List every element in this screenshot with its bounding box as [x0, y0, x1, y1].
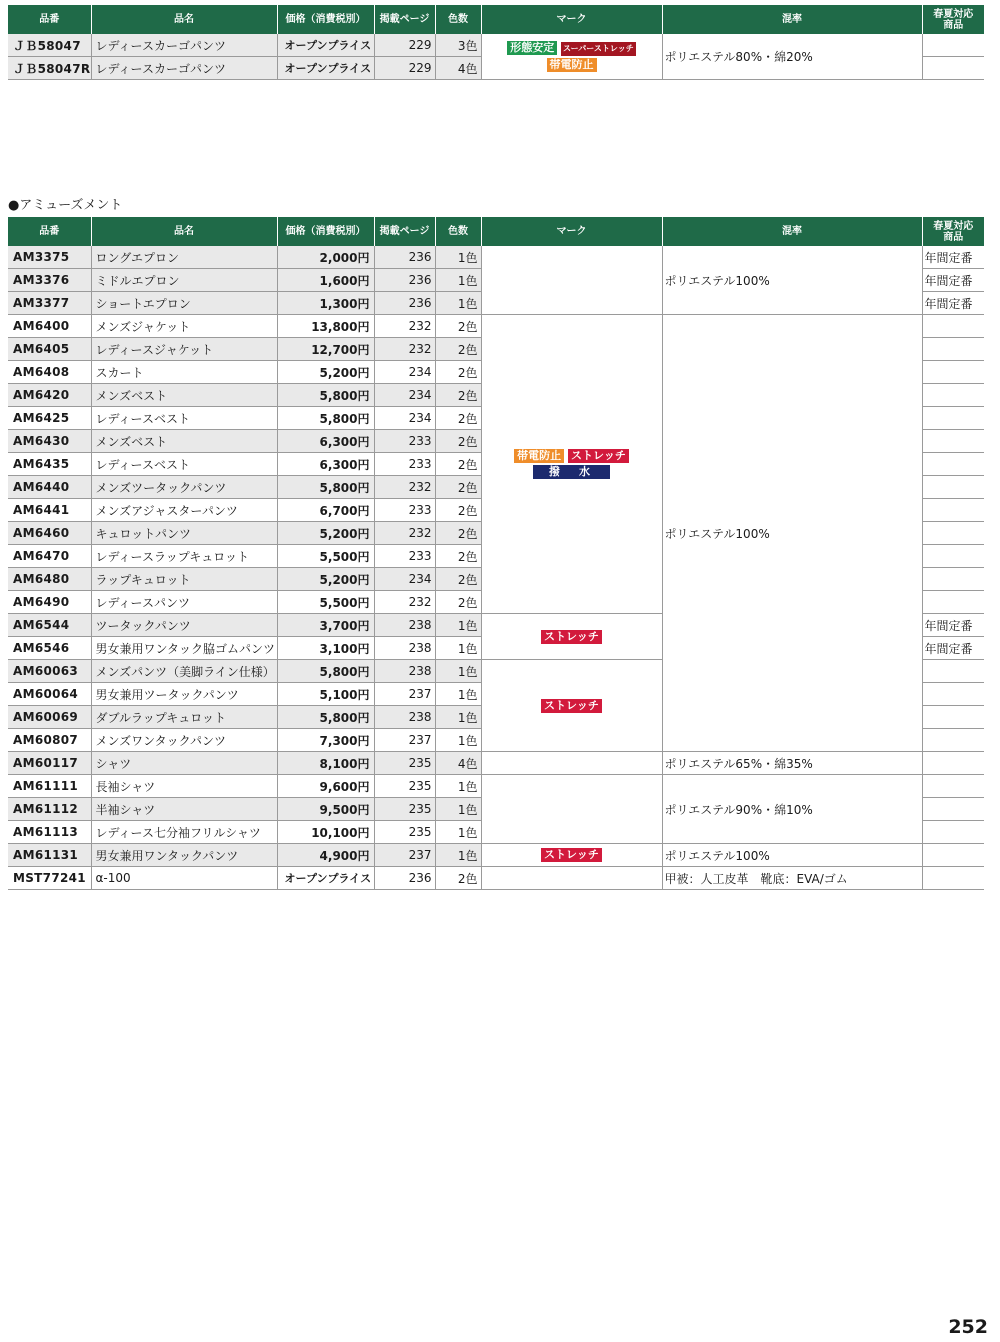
header-mark: マーク [481, 5, 662, 34]
product-name: ツータックパンツ [91, 614, 277, 637]
product-name: ミドルエプロン [91, 269, 277, 292]
product-colors: 1色 [435, 821, 481, 844]
product-page: 233 [374, 430, 435, 453]
product-page: 235 [374, 798, 435, 821]
product-price: 5,800円 [277, 660, 374, 683]
product-code: ＪＢ58047R [8, 57, 91, 80]
season-cell [922, 568, 984, 591]
season-cell [922, 407, 984, 430]
product-name: レディース七分袖フリルシャツ [91, 821, 277, 844]
product-code: AM6425 [8, 407, 91, 430]
product-price: 13,800円 [277, 315, 374, 338]
season-cell [922, 384, 984, 407]
product-page: 232 [374, 476, 435, 499]
header-mix: 混率 [662, 5, 922, 34]
season-cell: 年間定番 [922, 614, 984, 637]
product-code: ＪＢ58047 [8, 34, 91, 57]
product-code: AM6420 [8, 384, 91, 407]
product-page: 238 [374, 660, 435, 683]
season-cell [922, 34, 984, 57]
product-name: レディースカーゴパンツ [91, 34, 277, 57]
header-price: 価格（消費税別） [277, 217, 374, 246]
product-page: 237 [374, 729, 435, 752]
product-price: 8,100円 [277, 752, 374, 775]
header-mix: 混率 [662, 217, 922, 246]
mark-cell [481, 775, 662, 844]
mix-cell: ポリエステル100% [662, 246, 922, 315]
product-page: 236 [374, 246, 435, 269]
product-name: レディースラップキュロット [91, 545, 277, 568]
product-name: メンズジャケット [91, 315, 277, 338]
mark-cell [481, 34, 662, 80]
mark-cell [481, 246, 662, 315]
header-colors: 色数 [435, 5, 481, 34]
header-name: 品名 [91, 217, 277, 246]
product-name: レディースパンツ [91, 591, 277, 614]
mix-cell: 甲被：人工皮革 靴底：EVA/ゴム [662, 867, 922, 890]
product-price: 1,300円 [277, 292, 374, 315]
product-table-amusement [8, 217, 984, 890]
season-cell [922, 591, 984, 614]
product-price: 3,700円 [277, 614, 374, 637]
product-price: 10,100円 [277, 821, 374, 844]
product-name: ダブルラップキュロット [91, 706, 277, 729]
product-colors: 2色 [435, 476, 481, 499]
stretch-badge: ストレッチ [541, 848, 602, 862]
product-colors: 1色 [435, 246, 481, 269]
product-page: 238 [374, 706, 435, 729]
product-page: 235 [374, 775, 435, 798]
water-repellent-badge: 撥 水 [533, 465, 610, 479]
product-colors: 2色 [435, 338, 481, 361]
season-cell [922, 683, 984, 706]
season-cell [922, 867, 984, 890]
product-colors: 1色 [435, 798, 481, 821]
product-price: 4,900円 [277, 844, 374, 867]
header-mark: マーク [481, 217, 662, 246]
product-colors: 2色 [435, 522, 481, 545]
product-code: AM60064 [8, 683, 91, 706]
product-price: 7,300円 [277, 729, 374, 752]
table-row [8, 315, 984, 338]
product-colors: 3色 [435, 34, 481, 57]
product-price: 6,300円 [277, 453, 374, 476]
product-colors: 2色 [435, 430, 481, 453]
header-code: 品番 [8, 217, 91, 246]
product-price: 6,700円 [277, 499, 374, 522]
product-table-jb [8, 5, 984, 80]
product-price: オープンプライス [277, 57, 374, 80]
season-cell [922, 522, 984, 545]
product-colors: 1色 [435, 729, 481, 752]
header-season: 春夏対応 商品 [922, 5, 984, 34]
mix-cell: ポリエステル65%・綿35% [662, 752, 922, 775]
table-row [8, 752, 984, 775]
product-price: 12,700円 [277, 338, 374, 361]
season-cell [922, 844, 984, 867]
product-code: AM3375 [8, 246, 91, 269]
season-cell [922, 430, 984, 453]
mark-cell [481, 660, 662, 752]
product-page: 234 [374, 568, 435, 591]
product-name: α-100 [91, 867, 277, 890]
product-page: 232 [374, 338, 435, 361]
product-name: シャツ [91, 752, 277, 775]
mark-cell [481, 844, 662, 867]
product-colors: 1色 [435, 706, 481, 729]
super-stretch-badge: スーパーストレッチ [561, 42, 636, 56]
season-cell [922, 752, 984, 775]
product-code: AM6470 [8, 545, 91, 568]
product-code: AM61131 [8, 844, 91, 867]
table-header-row [8, 217, 984, 246]
product-code: AM6441 [8, 499, 91, 522]
product-price: 9,600円 [277, 775, 374, 798]
product-price: 6,300円 [277, 430, 374, 453]
table-row [8, 867, 984, 890]
product-colors: 1色 [435, 775, 481, 798]
season-cell [922, 453, 984, 476]
season-cell [922, 499, 984, 522]
product-name: スカート [91, 361, 277, 384]
season-cell [922, 660, 984, 683]
product-code: AM61111 [8, 775, 91, 798]
product-colors: 2色 [435, 867, 481, 890]
section-title: ●アミューズメント [8, 198, 123, 213]
product-page: 234 [374, 384, 435, 407]
table-row [8, 844, 984, 867]
product-price: 5,200円 [277, 568, 374, 591]
product-name: ショートエプロン [91, 292, 277, 315]
product-code: AM60807 [8, 729, 91, 752]
product-colors: 2色 [435, 315, 481, 338]
product-page: 229 [374, 57, 435, 80]
product-name: メンズベスト [91, 430, 277, 453]
product-page: 238 [374, 637, 435, 660]
table-header-row [8, 5, 984, 34]
product-code: AM6405 [8, 338, 91, 361]
product-colors: 2色 [435, 568, 481, 591]
product-code: AM6400 [8, 315, 91, 338]
product-code: AM6480 [8, 568, 91, 591]
season-cell: 年間定番 [922, 269, 984, 292]
product-code: AM61113 [8, 821, 91, 844]
product-price: 5,800円 [277, 476, 374, 499]
product-page: 235 [374, 821, 435, 844]
product-colors: 1色 [435, 683, 481, 706]
product-name: 男女兼用ワンタック脇ゴムパンツ [91, 637, 277, 660]
mark-cell [481, 752, 662, 775]
product-colors: 4色 [435, 752, 481, 775]
product-code: AM60069 [8, 706, 91, 729]
season-cell [922, 706, 984, 729]
product-colors: 1色 [435, 269, 481, 292]
product-name: 男女兼用ワンタックパンツ [91, 844, 277, 867]
product-price: 5,200円 [277, 361, 374, 384]
product-name: レディースジャケット [91, 338, 277, 361]
product-page: 236 [374, 867, 435, 890]
product-price: 5,500円 [277, 545, 374, 568]
product-name: メンズワンタックパンツ [91, 729, 277, 752]
product-colors: 1色 [435, 660, 481, 683]
product-page: 232 [374, 522, 435, 545]
product-page: 237 [374, 683, 435, 706]
table-row [8, 34, 984, 57]
header-code: 品番 [8, 5, 91, 34]
mix-cell: ポリエステル100% [662, 844, 922, 867]
product-name: メンズパンツ（美脚ライン仕様） [91, 660, 277, 683]
product-page: 233 [374, 545, 435, 568]
product-colors: 2色 [435, 591, 481, 614]
product-page: 238 [374, 614, 435, 637]
product-name: 男女兼用ツータックパンツ [91, 683, 277, 706]
product-price: 5,500円 [277, 591, 374, 614]
product-name: 半袖シャツ [91, 798, 277, 821]
product-price: 2,000円 [277, 246, 374, 269]
product-page: 236 [374, 269, 435, 292]
product-colors: 1色 [435, 637, 481, 660]
product-name: レディースベスト [91, 453, 277, 476]
product-price: 5,800円 [277, 384, 374, 407]
product-colors: 2色 [435, 545, 481, 568]
product-price: 5,200円 [277, 522, 374, 545]
header-price: 価格（消費税別） [277, 5, 374, 34]
product-colors: 2色 [435, 499, 481, 522]
antistatic-badge: 帯電防止 [514, 449, 564, 463]
stretch-badge: ストレッチ [541, 699, 602, 713]
product-price: オープンプライス [277, 34, 374, 57]
season-cell: 年間定番 [922, 292, 984, 315]
product-price: 5,800円 [277, 407, 374, 430]
season-cell [922, 57, 984, 80]
product-colors: 2色 [435, 384, 481, 407]
stretch-badge: ストレッチ [541, 630, 602, 644]
product-name: キュロットパンツ [91, 522, 277, 545]
season-cell: 年間定番 [922, 637, 984, 660]
product-price: 5,800円 [277, 706, 374, 729]
header-name: 品名 [91, 5, 277, 34]
page-number: 252 [948, 1316, 988, 1338]
product-code: AM6544 [8, 614, 91, 637]
product-price: 1,600円 [277, 269, 374, 292]
product-name: メンズアジャスターパンツ [91, 499, 277, 522]
product-page: 233 [374, 499, 435, 522]
season-cell: 年間定番 [922, 246, 984, 269]
product-name: 長袖シャツ [91, 775, 277, 798]
mix-cell: ポリエステル100% [662, 315, 922, 752]
product-colors: 2色 [435, 453, 481, 476]
table-row [8, 775, 984, 798]
product-page: 236 [374, 292, 435, 315]
product-code: AM6440 [8, 476, 91, 499]
product-code: AM6435 [8, 453, 91, 476]
product-code: AM6408 [8, 361, 91, 384]
mark-cell [481, 867, 662, 890]
product-code: MST77241 [8, 867, 91, 890]
product-colors: 1色 [435, 844, 481, 867]
season-cell [922, 545, 984, 568]
product-colors: 2色 [435, 361, 481, 384]
season-cell [922, 729, 984, 752]
product-page: 235 [374, 752, 435, 775]
product-page: 233 [374, 453, 435, 476]
product-code: AM60063 [8, 660, 91, 683]
mark-cell [481, 315, 662, 614]
header-page: 掲載ページ [374, 217, 435, 246]
product-page: 232 [374, 315, 435, 338]
season-cell [922, 476, 984, 499]
product-code: AM6490 [8, 591, 91, 614]
mix-cell: ポリエステル80%・綿20% [662, 34, 922, 80]
stretch-badge: ストレッチ [568, 449, 629, 463]
product-price: 5,100円 [277, 683, 374, 706]
product-name: メンズベスト [91, 384, 277, 407]
product-name: メンズツータックパンツ [91, 476, 277, 499]
product-name: レディースカーゴパンツ [91, 57, 277, 80]
season-cell [922, 775, 984, 798]
product-price: 3,100円 [277, 637, 374, 660]
product-name: レディースベスト [91, 407, 277, 430]
shape-stable-badge: 形態安定 [507, 41, 557, 55]
mix-cell: ポリエステル90%・綿10% [662, 775, 922, 844]
product-code: AM3376 [8, 269, 91, 292]
product-price: オープンプライス [277, 867, 374, 890]
product-price: 9,500円 [277, 798, 374, 821]
header-page: 掲載ページ [374, 5, 435, 34]
header-colors: 色数 [435, 217, 481, 246]
header-season: 春夏対応 商品 [922, 217, 984, 246]
season-cell [922, 821, 984, 844]
product-colors: 1色 [435, 292, 481, 315]
table-row [8, 246, 984, 269]
season-cell [922, 361, 984, 384]
product-name: ラップキュロット [91, 568, 277, 591]
product-page: 237 [374, 844, 435, 867]
season-cell [922, 315, 984, 338]
season-cell [922, 338, 984, 361]
product-colors: 2色 [435, 407, 481, 430]
product-code: AM61112 [8, 798, 91, 821]
product-code: AM60117 [8, 752, 91, 775]
product-code: AM6460 [8, 522, 91, 545]
product-page: 234 [374, 361, 435, 384]
product-code: AM3377 [8, 292, 91, 315]
product-page: 234 [374, 407, 435, 430]
product-colors: 4色 [435, 57, 481, 80]
product-page: 229 [374, 34, 435, 57]
antistatic-badge: 帯電防止 [547, 58, 597, 72]
product-name: ロングエプロン [91, 246, 277, 269]
mark-cell [481, 614, 662, 660]
season-cell [922, 798, 984, 821]
product-code: AM6546 [8, 637, 91, 660]
product-colors: 1色 [435, 614, 481, 637]
product-page: 232 [374, 591, 435, 614]
product-code: AM6430 [8, 430, 91, 453]
